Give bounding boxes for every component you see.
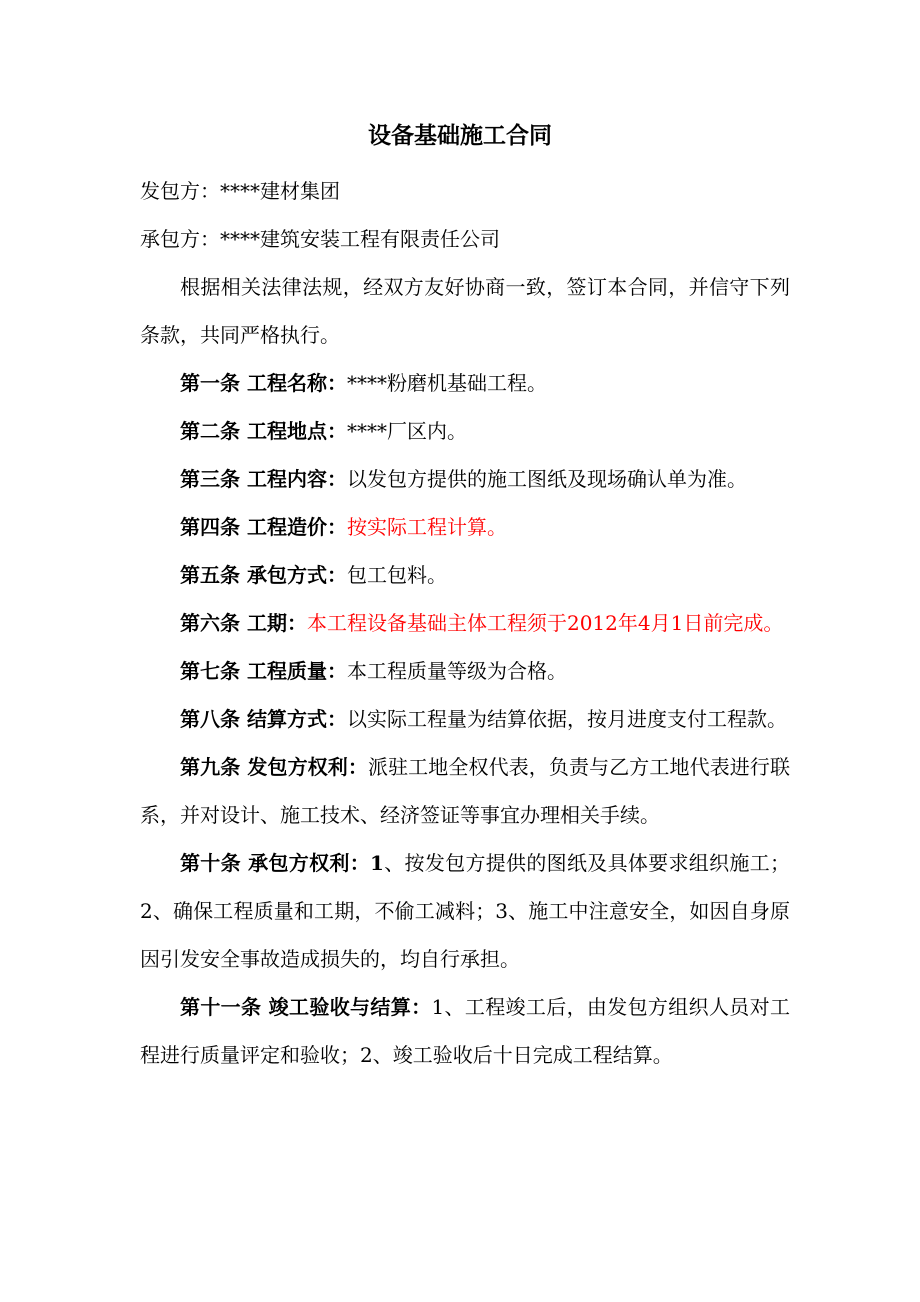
article-text: ****厂区内。 [346,419,467,443]
article-text-bold-number: 1 [370,851,384,875]
article-label: 第四条 工程造价： [180,515,347,539]
article-text-highlight: 按实际工程计算。 [346,515,507,539]
article-label: 第七条 工程质量： [180,659,347,683]
article-text: ****粉磨机基础工程。 [346,371,547,395]
article-label: 第十条 承包方权利： [180,851,370,875]
article-label: 第六条 工期： [180,611,307,635]
article-9 [140,743,790,839]
contract-body [140,167,790,1079]
document-title: 设备基础施工合同 [368,122,552,149]
article-label: 第八条 结算方式： [180,707,347,731]
article-6 [140,599,790,647]
article-text: 包工包料。 [346,563,447,587]
contractor-line: 承包方：****建筑安装工程有限责任公司 [140,227,500,251]
article-label: 第九条 发包方权利： [180,755,368,779]
article-text: 以发包方提供的施工图纸及现场确认单为准。 [346,467,747,491]
article-text: 本工程质量等级为合格。 [346,659,567,683]
article-5 [140,551,790,599]
article-text: 以实际工程量为结算依据，按月进度支付工程款。 [346,707,787,731]
article-8 [140,695,790,743]
article-label: 第一条 工程名称： [180,371,347,395]
article-text: 1、工程竣工后，由发包方组织人员对工程进行质量评定和验收；2、竣工验收后十日完成工程结算。 [140,995,790,1067]
article-label: 第三条 工程内容： [180,467,347,491]
article-label: 第二条 工程地点： [180,419,347,443]
article-1 [140,359,790,407]
intro-paragraph: 根据相关法律法规，经双方友好协商一致，签订本合同，并信守下列条款，共同严格执行。 [140,275,790,347]
article-label: 第十一条 竣工验收与结算： [180,995,432,1019]
article-text-highlight: 本工程设备基础主体工程须于2012年4月1日前完成。 [306,611,784,635]
article-3 [140,455,790,503]
article-2 [140,407,790,455]
article-10 [140,839,790,983]
article-text: 派驻工地全权代表，负责与乙方工地代表进行联系，并对设计、施工技术、经济签证等事宜办理相关手续。 [140,755,791,827]
article-label: 第五条 承包方式： [180,563,347,587]
article-4 [140,503,790,551]
article-11 [140,983,790,1079]
article-text: 、按发包方提供的图纸及具体要求组织施工；2、确保工程质量和工期，不偷工减料；3、施工中注意安全，如因自身原因引发安全事故造成损失的，均自行承担。 [140,851,790,971]
employer-line: 发包方：****建材集团 [140,179,340,203]
article-7 [140,647,790,695]
